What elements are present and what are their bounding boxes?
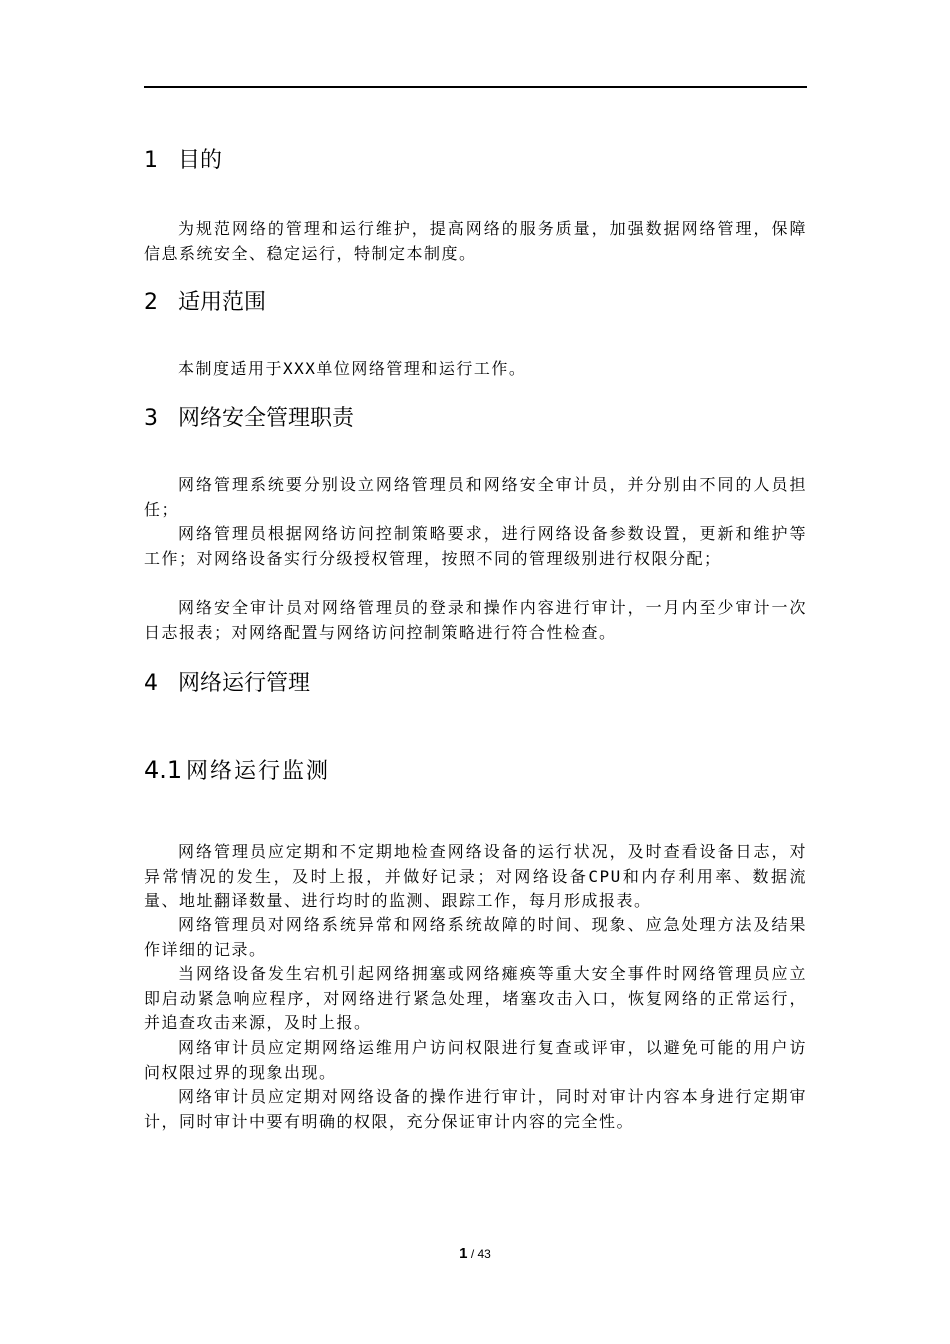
subsection-heading-4-1 xyxy=(144,755,330,787)
paragraph: 网络管理员对网络系统异常和网络系统故障的时间、现象、应急处理方法及结果作详细的记录。 xyxy=(144,915,807,959)
header-rule xyxy=(144,86,807,88)
section-title: 网络运行管理 xyxy=(178,671,311,696)
section-heading-4 xyxy=(144,669,310,699)
total-pages: 43 xyxy=(477,1247,491,1261)
section-heading-1 xyxy=(144,146,222,176)
subsection-number: 4.1 xyxy=(144,756,183,784)
paragraph: 网络审计员应定期网络运维用户访问权限进行复查或评审，以避免可能的用户访问权限过界的现象出现。 xyxy=(144,1038,807,1082)
paragraph: 网络审计员应定期对网络设备的操作进行审计，同时对审计内容本身进行定期审计，同时审计中要有明确的权限，充分保证审计内容的完全性。 xyxy=(144,1087,807,1131)
section-heading-2 xyxy=(144,288,266,318)
subsection-title: 网络运行监测 xyxy=(186,759,331,784)
page-separator: / xyxy=(467,1247,478,1261)
section-heading-3 xyxy=(144,404,354,434)
section-title: 网络安全管理职责 xyxy=(178,406,355,431)
paragraph: 网络管理员根据网络访问控制策略要求，进行网络设备参数设置，更新和维护等工作；对网络设备实行分级授权管理，按照不同的管理级别进行权限分配； xyxy=(144,524,807,568)
section-number: 1 xyxy=(144,148,158,173)
current-page-number: 1 xyxy=(459,1245,468,1262)
section-title: 目的 xyxy=(178,148,223,173)
paragraph: 为规范网络的管理和运行维护，提高网络的服务质量，加强数据网络管理，保障信息系统安全、稳定运行，特制定本制度。 xyxy=(144,219,807,263)
paragraph: 网络管理系统要分别设立网络管理员和网络安全审计员，并分别由不同的人员担任； xyxy=(144,475,807,519)
section-number: 3 xyxy=(144,406,158,431)
section-number: 4 xyxy=(144,671,158,696)
page-footer xyxy=(0,1245,950,1262)
section-number: 2 xyxy=(144,290,158,315)
paragraph: 本制度适用于XXX单位网络管理和运行工作。 xyxy=(178,359,527,378)
paragraph: 当网络设备发生宕机引起网络拥塞或网络瘫痪等重大安全事件时网络管理员应立即启动紧急响应程序，对网络进行紧急处理，堵塞攻击入口，恢复网络的正常运行，并追查攻击来源，及时上报。 xyxy=(144,964,807,1032)
paragraph: 网络管理员应定期和不定期地检查网络设备的运行状况，及时查看设备日志，对异常情况的发生，及时上报，并做好记录；对网络设备CPU和内存利用率、数据流量、地址翻译数量、进行均时的监测、跟踪工作，每月形成报表。 xyxy=(144,842,807,910)
section-title: 适用范围 xyxy=(178,290,267,315)
paragraph: 网络安全审计员对网络管理员的登录和操作内容进行审计，一月内至少审计一次日志报表；对网络配置与网络访问控制策略进行符合性检查。 xyxy=(144,598,807,642)
